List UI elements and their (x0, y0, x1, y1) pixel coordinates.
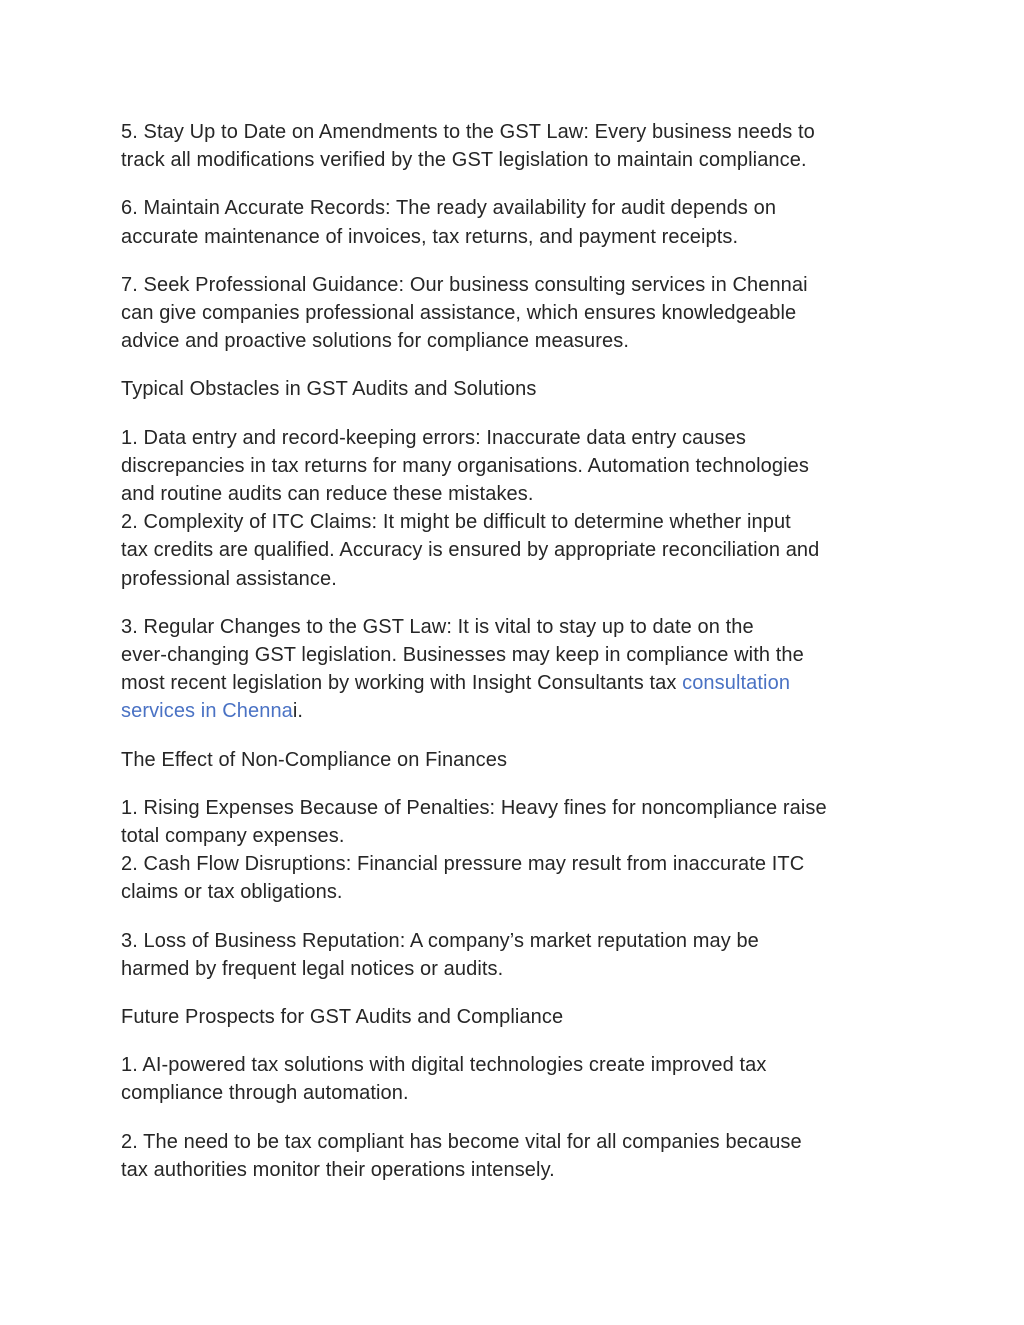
text-line: 1. Data entry and record-keeping errors: Inaccurate data entry causes (121, 426, 747, 449)
text-line: tax credits are qualified. Accuracy is ensured by appropriate reconciliation and (121, 539, 820, 562)
paragraph-non-compliance-list (121, 794, 911, 907)
document-page (121, 118, 911, 1204)
text-line: advice and proactive solutions for compliance measures. (121, 330, 629, 353)
text-line: 3. Loss of Business Reputation: A company’s market reputation may be (121, 929, 759, 952)
paragraph-professional-guidance (121, 271, 911, 356)
consultation-services-link-continued[interactable]: services in Chenna (121, 700, 293, 723)
text-line: 3. Regular Changes to the GST Law: It is vital to stay up to date on the (121, 615, 754, 638)
heading-text: The Effect of Non-Compliance on Finances (121, 748, 508, 771)
text-line: tax authorities monitor their operations intensely. (121, 1158, 555, 1181)
text-line-with-link (121, 697, 911, 725)
text-line: track all modifications verified by the GST legislation to maintain compliance. (121, 149, 807, 172)
text-line: total company expenses. (121, 825, 345, 848)
text-line: compliance through automation. (121, 1082, 409, 1105)
text-line: 6. Maintain Accurate Records: The ready availability for audit depends on (121, 197, 777, 220)
paragraph-ai-powered (121, 1051, 911, 1107)
section-heading-non-compliance (121, 746, 911, 774)
text-line: and routine audits can reduce these mistakes. (121, 483, 534, 506)
text-line: 2. The need to be tax compliant has become vital for all companies because (121, 1130, 802, 1153)
section-heading-future-prospects (121, 1003, 911, 1031)
text-line: 7. Seek Professional Guidance: Our business consulting services in Chennai (121, 273, 808, 296)
text-line: 2. Cash Flow Disruptions: Financial pressure may result from inaccurate ITC (121, 853, 805, 876)
section-heading-obstacles (121, 375, 911, 403)
paragraph-reputation (121, 927, 911, 983)
heading-text: Future Prospects for GST Audits and Compliance (121, 1006, 564, 1029)
paragraph-regular-changes (121, 613, 911, 726)
text-line: harmed by frequent legal notices or audits. (121, 957, 504, 980)
text-segment: i. (292, 700, 304, 723)
paragraph-tax-compliant (121, 1128, 911, 1184)
text-line: discrepancies in tax returns for many organisations. Automation technologies (121, 454, 809, 477)
consultation-services-link[interactable]: consultation (682, 672, 791, 695)
text-line: 1. Rising Expenses Because of Penalties: Heavy fines for noncompliance raise (121, 796, 827, 819)
text-line-with-link (121, 669, 911, 697)
text-line: 5. Stay Up to Date on Amendments to the GST Law: Every business needs to (121, 121, 815, 143)
text-segment: most recent legislation by working with Insight Consultants tax (121, 672, 683, 695)
text-line: claims or tax obligations. (121, 881, 343, 904)
text-line: ever-changing GST legislation. Businesses may keep in compliance with the (121, 644, 804, 667)
heading-text: Typical Obstacles in GST Audits and Solutions (121, 378, 537, 401)
paragraph-maintain-records (121, 194, 911, 250)
paragraph-obstacles-list (121, 424, 911, 593)
text-line: accurate maintenance of invoices, tax returns, and payment receipts. (121, 225, 739, 248)
text-line: 2. Complexity of ITC Claims: It might be difficult to determine whether input (121, 511, 791, 534)
text-line: professional assistance. (121, 567, 337, 590)
text-line: 1. AI-powered tax solutions with digital technologies create improved tax (121, 1054, 767, 1077)
text-line: can give companies professional assistance, which ensures knowledgeable (121, 302, 797, 325)
paragraph-stay-up-to-date (121, 118, 911, 174)
